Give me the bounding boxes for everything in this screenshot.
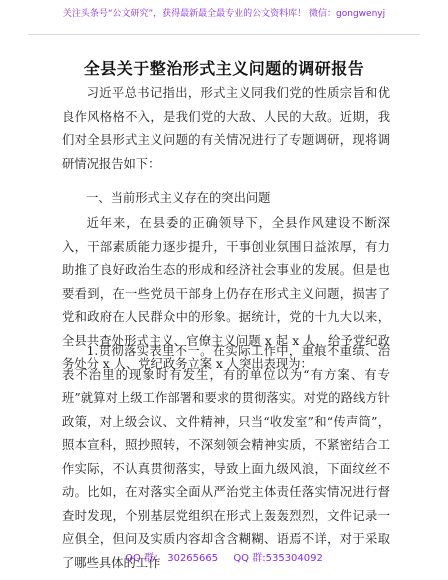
footer-qq-group-2: QQ 群:535304092: [233, 553, 323, 564]
footer-qq-group-1: QQ 群： 30265665: [125, 553, 219, 564]
document-title: 全县关于整治形式主义问题的调研报告: [83, 59, 365, 78]
section-heading: 一、当前形式主义存在的突出问题: [86, 191, 271, 205]
header-banner: 关注头条号“公文研究”，获得最新最全最专业的公文资料库！ 微信：gongwenyj: [62, 9, 386, 19]
paragraph-background: 近年来，在县委的正确领导下，全县作风建设不断深入，干部素质能力逐步提升，干事创业氛围日益浓厚，有力助推了良好政治生态的形成和经济社会事业的发展。但是也要看到，在一些党员干部身上仍存在形式主义问题，损害了党和政府在人民群众中的形象。据统计，党的十九大以来，全县共查处形式主义、官僚主义问题 x 起 x 人，给予党纪政务处分 x 人、党纪政务立案 x 人突出表现为：: [62, 216, 390, 371]
footer-contact: [0, 549, 448, 564]
paragraph-problem-1: 1.贯彻落实表里不一。在实际工作中，重痕不重绩、治表不治里的现象时有发生，有的单位以为“有方案、有专班”就算对上级工作部署和要求的贯彻落实。对党的路线方针政策，对上级会议、文件精神，只当“收发室”和“传声筒”，照本宣科，照抄照转，不深刻领会精神实质，不紧密结合工作实际，不认真贯彻落实，导致上面九级风浪，下面纹丝不动。比如，在对落实全面从严治党主体责任落实情况进行督查时发现，个别基层党组织在形式上轰轰烈烈，文件记录一应俱全，但问及实质内容却含含糊糊、语焉不详，对于采取了哪些具体的工作: [62, 344, 390, 570]
paragraph-intro: 习近平总书记指出，形式主义同我们党的性质宗旨和优良作风格格不入，是我们党的大敌、人民的大敌。近期，我们对全县形式主义问题的有关情况进行了专题调研，现将调研情况报告如下：: [62, 86, 390, 171]
header-divider: [28, 34, 420, 35]
